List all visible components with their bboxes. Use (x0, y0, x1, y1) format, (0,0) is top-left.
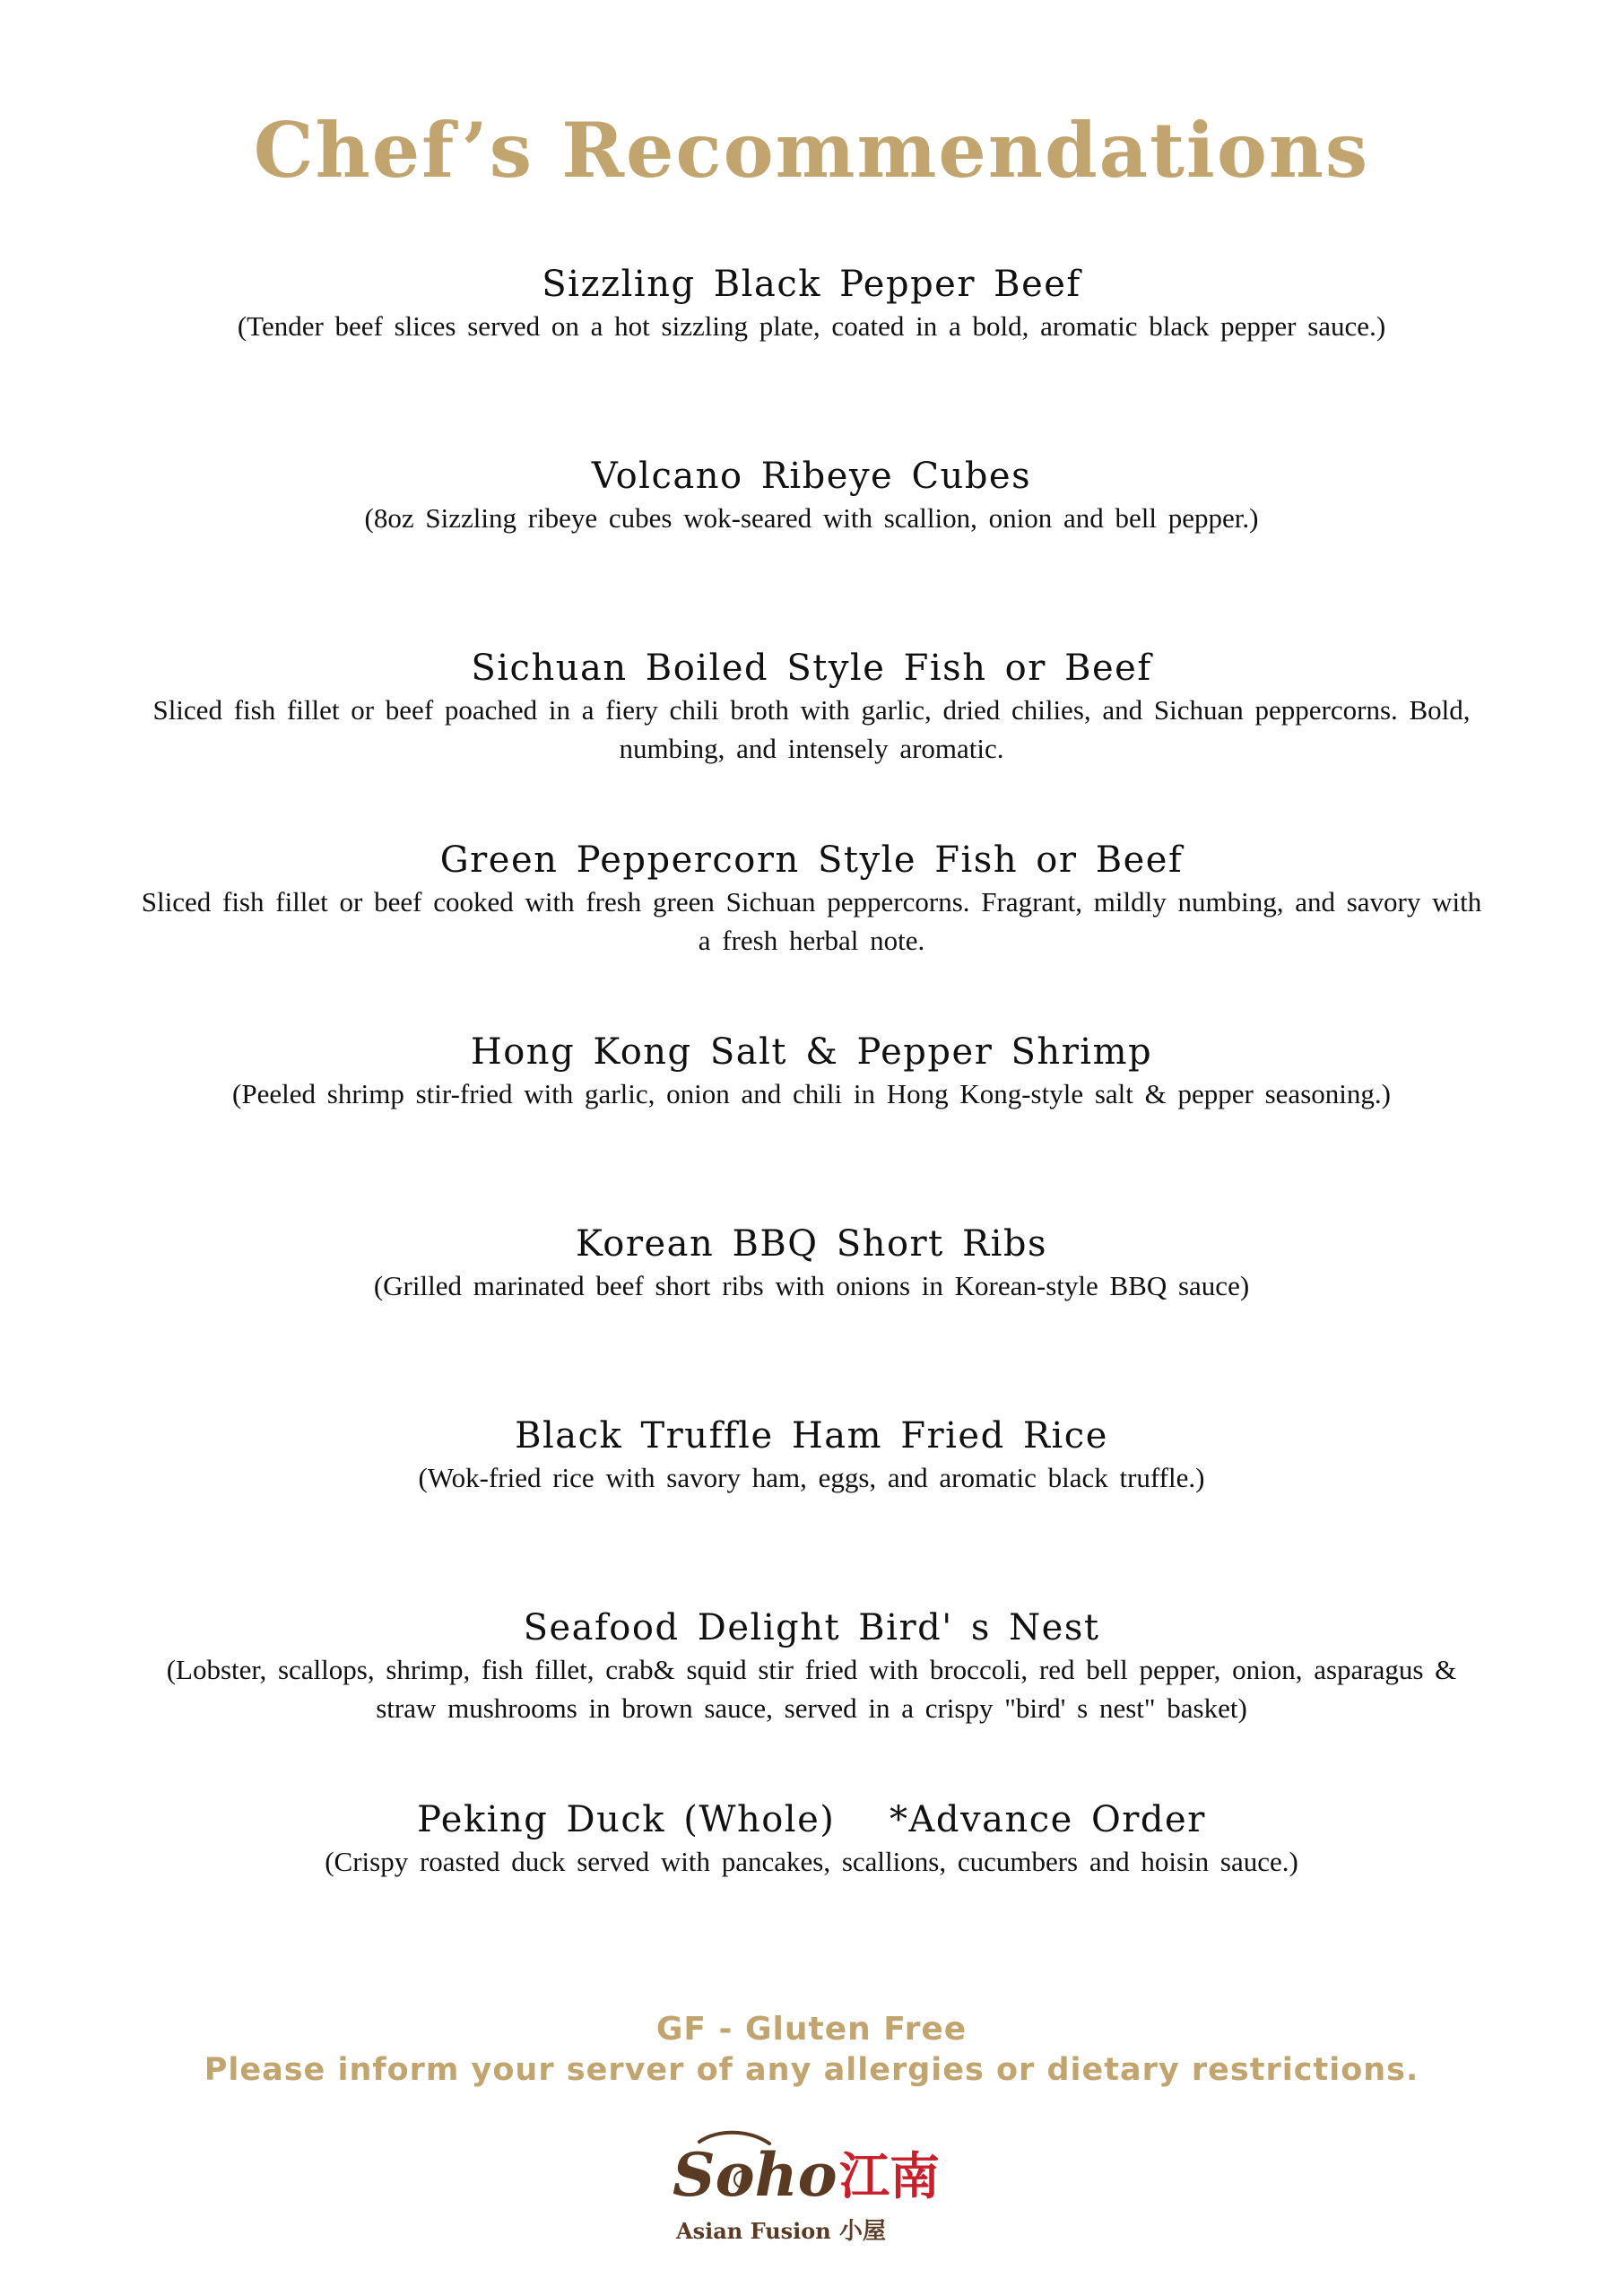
dish-item (135, 646, 1488, 768)
dish-item (135, 1797, 1488, 1881)
logo-script-text: Soho (673, 2140, 838, 2210)
dish-name: Green Peppercorn Style Fish or Beef (439, 839, 1184, 881)
dish-name: Sichuan Boiled Style Fish or Beef (471, 648, 1152, 689)
dish-name: Sizzling Black Pepper Beef (542, 264, 1081, 305)
restaurant-logo (664, 2122, 968, 2248)
dish-description: (Grilled marinated beef short ribs with onions in Korean-style BBQ sauce) (373, 1270, 1250, 1301)
dish-description: (Peeled shrimp stir-fried with garlic, onion and chili in Hong Kong-style salt & pepper seasoning.) (232, 1078, 1391, 1109)
dish-name: Korean BBQ Short Ribs (575, 1223, 1047, 1265)
dish-description: (Lobster, scallops, shrimp, fish fillet, crab& squid stir fried with broccoli, red bell pepper, onion, asparagus & straw mushrooms in brown sauce, served in a crispy "bird' s nest" basket) (166, 1654, 1457, 1724)
dish-description: Sliced fish fillet or beef poached in a fiery chili broth with garlic, dried chilies, and Sichuan peppercorns. Bold, numbing, and intensely aromatic. (152, 694, 1471, 764)
dish-name: Volcano Ribeye Cubes (591, 456, 1032, 497)
dish-description: Sliced fish fillet or beef cooked with fresh green Sichuan peppercorns. Fragrant, mildly numbing, and savory with a fresh herbal note. (141, 886, 1482, 956)
page-title: Chef’s Recommendations (253, 106, 1370, 195)
gluten-free-note: GF - Gluten Free (655, 2011, 968, 2048)
dish-name: Black Truffle Ham Fried Rice (515, 1415, 1108, 1457)
dish-name: Seafood Delight Bird' s Nest (523, 1607, 1100, 1648)
dish-description: (Wok-fried rice with savory ham, eggs, and aromatic black truffle.) (418, 1462, 1205, 1493)
dish-item (135, 262, 1488, 345)
logo-chinese-top: 江南 (839, 2148, 940, 2206)
dish-item (135, 1605, 1488, 1727)
dish-description: (Crispy roasted duck served with pancakes, scallions, cucumbers and hoisin sauce.) (325, 1846, 1298, 1877)
dish-item (135, 1413, 1488, 1497)
allergy-note: Please inform your server of any allergies or dietary restrictions. (204, 2052, 1419, 2088)
dish-item (135, 1030, 1488, 1113)
dish-item (135, 838, 1488, 960)
dish-description: (8oz Sizzling ribeye cubes wok-seared with scallion, onion and bell pepper.) (364, 502, 1259, 534)
logo-subtitle: Asian Fusion (676, 2218, 831, 2244)
dish-item (135, 1222, 1488, 1305)
logo-graphic (664, 2122, 968, 2248)
dish-name: Hong Kong Salt & Pepper Shrimp (470, 1031, 1153, 1073)
dish-description: (Tender beef slices served on a hot sizzling plate, coated in a bold, aromatic black pepper sauce.) (237, 310, 1386, 342)
dish-name: Peking Duck (Whole) *Advance Order (417, 1799, 1206, 1840)
logo-chinese-bottom: 小屋 (839, 2218, 887, 2245)
dish-item (135, 454, 1488, 537)
